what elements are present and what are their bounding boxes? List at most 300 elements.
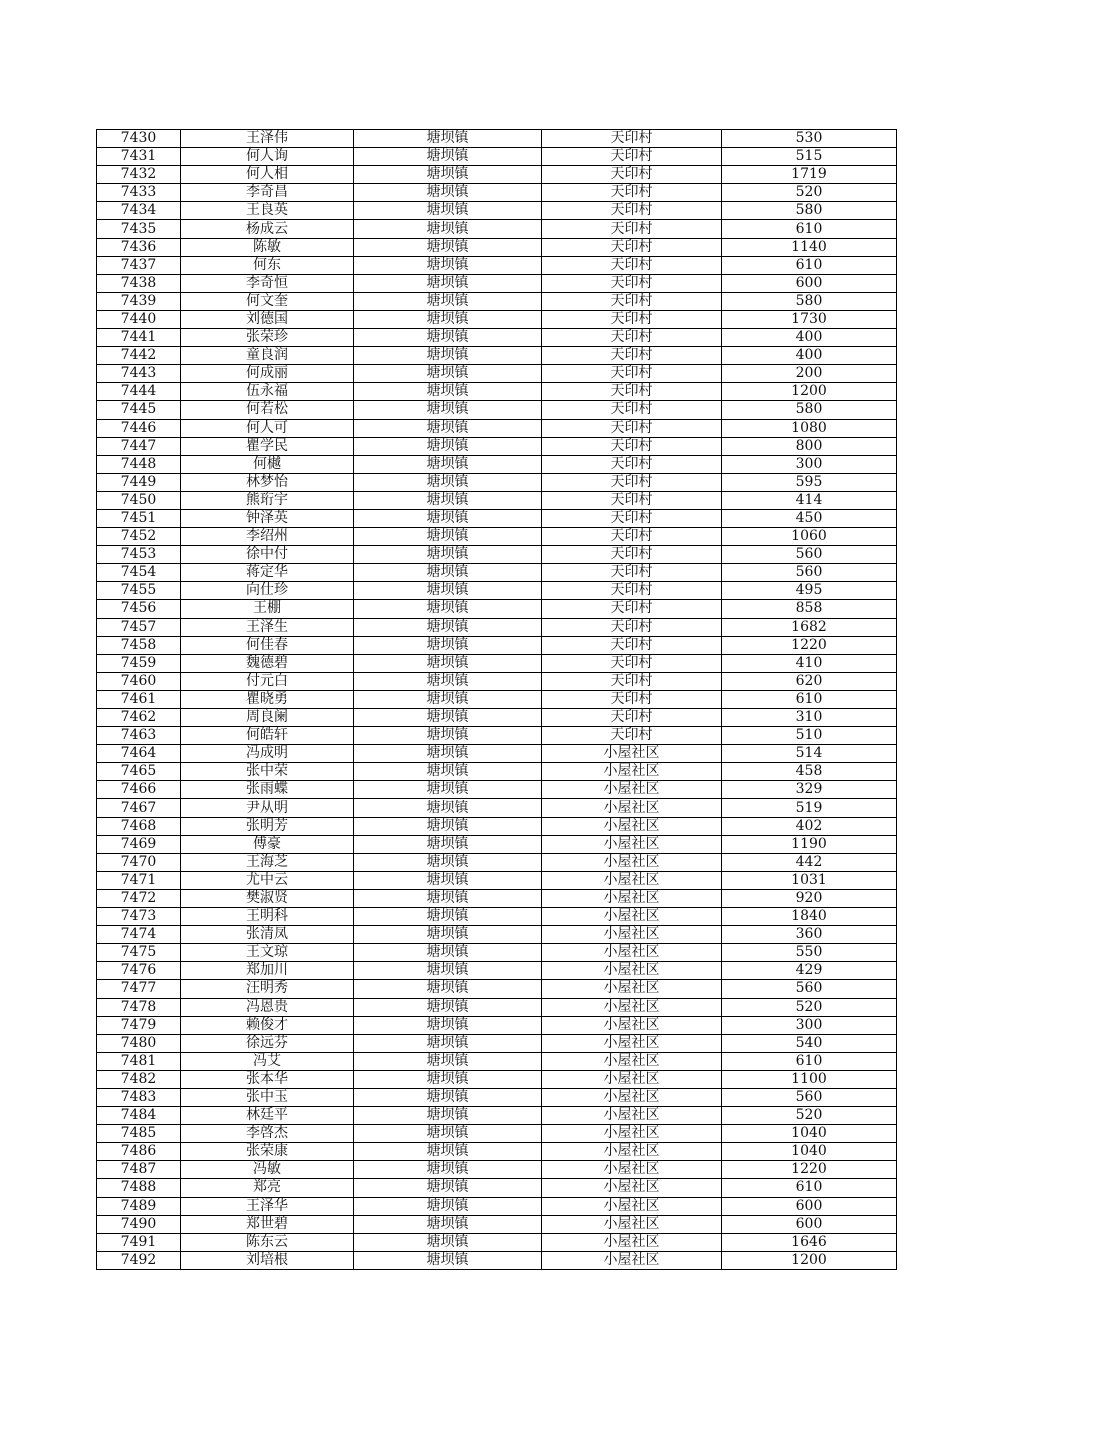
amount-cell: 610 <box>722 220 897 238</box>
person-name-cell: 何成丽 <box>181 365 354 383</box>
town-cell: 塘坝镇 <box>354 944 542 962</box>
village-cell: 小屋社区 <box>542 962 722 980</box>
village-cell: 小屋社区 <box>542 1215 722 1233</box>
row-number-cell: 7476 <box>97 962 181 980</box>
amount-cell: 515 <box>722 148 897 166</box>
row-number-cell: 7477 <box>97 980 181 998</box>
row-number-cell: 7454 <box>97 564 181 582</box>
town-cell: 塘坝镇 <box>354 745 542 763</box>
amount-cell: 620 <box>722 672 897 690</box>
table-row <box>97 546 897 564</box>
row-number-cell: 7490 <box>97 1215 181 1233</box>
town-cell: 塘坝镇 <box>354 564 542 582</box>
table-row <box>97 1143 897 1161</box>
person-name-cell: 李奇昌 <box>181 184 354 202</box>
row-number-cell: 7474 <box>97 926 181 944</box>
table-row <box>97 1233 897 1251</box>
village-cell: 小屋社区 <box>542 926 722 944</box>
person-name-cell: 何若松 <box>181 401 354 419</box>
amount-cell: 610 <box>722 256 897 274</box>
person-name-cell: 李啓杰 <box>181 1125 354 1143</box>
town-cell: 塘坝镇 <box>354 636 542 654</box>
table-row <box>97 799 897 817</box>
amount-cell: 442 <box>722 853 897 871</box>
person-name-cell: 王良英 <box>181 202 354 220</box>
person-name-cell: 陈东云 <box>181 1233 354 1251</box>
amount-cell: 329 <box>722 781 897 799</box>
village-cell: 天印村 <box>542 292 722 310</box>
row-number-cell: 7480 <box>97 1034 181 1052</box>
person-name-cell: 冯恩贵 <box>181 998 354 1016</box>
amount-cell: 800 <box>722 437 897 455</box>
table-body <box>97 130 897 1270</box>
table-row <box>97 383 897 401</box>
row-number-cell: 7445 <box>97 401 181 419</box>
row-number-cell: 7434 <box>97 202 181 220</box>
town-cell: 塘坝镇 <box>354 509 542 527</box>
town-cell: 塘坝镇 <box>354 166 542 184</box>
row-number-cell: 7444 <box>97 383 181 401</box>
row-number-cell: 7432 <box>97 166 181 184</box>
town-cell: 塘坝镇 <box>354 274 542 292</box>
table-row <box>97 600 897 618</box>
row-number-cell: 7433 <box>97 184 181 202</box>
town-cell: 塘坝镇 <box>354 600 542 618</box>
person-name-cell: 尹从明 <box>181 799 354 817</box>
row-number-cell: 7450 <box>97 491 181 509</box>
town-cell: 塘坝镇 <box>354 835 542 853</box>
amount-cell: 610 <box>722 1179 897 1197</box>
amount-cell: 400 <box>722 347 897 365</box>
row-number-cell: 7459 <box>97 654 181 672</box>
person-name-cell: 钟泽英 <box>181 509 354 527</box>
table-row <box>97 130 897 148</box>
table-row <box>97 618 897 636</box>
person-name-cell: 冯敏 <box>181 1161 354 1179</box>
town-cell: 塘坝镇 <box>354 1052 542 1070</box>
row-number-cell: 7488 <box>97 1179 181 1197</box>
table-row <box>97 256 897 274</box>
town-cell: 塘坝镇 <box>354 1034 542 1052</box>
table-row <box>97 926 897 944</box>
table-row <box>97 329 897 347</box>
village-cell: 天印村 <box>542 437 722 455</box>
town-cell: 塘坝镇 <box>354 1179 542 1197</box>
table-row <box>97 274 897 292</box>
town-cell: 塘坝镇 <box>354 763 542 781</box>
town-cell: 塘坝镇 <box>354 908 542 926</box>
amount-cell: 1220 <box>722 636 897 654</box>
amount-cell: 458 <box>722 763 897 781</box>
village-cell: 小屋社区 <box>542 763 722 781</box>
village-cell: 天印村 <box>542 166 722 184</box>
row-number-cell: 7443 <box>97 365 181 383</box>
person-name-cell: 王文琼 <box>181 944 354 962</box>
table-row <box>97 1215 897 1233</box>
town-cell: 塘坝镇 <box>354 781 542 799</box>
village-cell: 天印村 <box>542 202 722 220</box>
town-cell: 塘坝镇 <box>354 256 542 274</box>
row-number-cell: 7458 <box>97 636 181 654</box>
row-number-cell: 7452 <box>97 528 181 546</box>
row-number-cell: 7436 <box>97 238 181 256</box>
village-cell: 小屋社区 <box>542 781 722 799</box>
person-name-cell: 王明科 <box>181 908 354 926</box>
town-cell: 塘坝镇 <box>354 292 542 310</box>
village-cell: 天印村 <box>542 274 722 292</box>
village-cell: 小屋社区 <box>542 1179 722 1197</box>
person-name-cell: 瞿学民 <box>181 437 354 455</box>
amount-cell: 1140 <box>722 238 897 256</box>
amount-cell: 560 <box>722 1088 897 1106</box>
village-cell: 小屋社区 <box>542 1088 722 1106</box>
town-cell: 塘坝镇 <box>354 582 542 600</box>
town-cell: 塘坝镇 <box>354 1197 542 1215</box>
town-cell: 塘坝镇 <box>354 329 542 347</box>
person-name-cell: 向仕珍 <box>181 582 354 600</box>
row-number-cell: 7463 <box>97 727 181 745</box>
person-name-cell: 林梦怡 <box>181 473 354 491</box>
table-row <box>97 871 897 889</box>
amount-cell: 1220 <box>722 1161 897 1179</box>
table-row <box>97 365 897 383</box>
amount-cell: 520 <box>722 184 897 202</box>
amount-cell: 1040 <box>722 1143 897 1161</box>
row-number-cell: 7439 <box>97 292 181 310</box>
town-cell: 塘坝镇 <box>354 1233 542 1251</box>
amount-cell: 200 <box>722 365 897 383</box>
person-name-cell: 张中荣 <box>181 763 354 781</box>
table-row <box>97 528 897 546</box>
town-cell: 塘坝镇 <box>354 998 542 1016</box>
amount-cell: 1646 <box>722 1233 897 1251</box>
village-cell: 天印村 <box>542 491 722 509</box>
table-row <box>97 473 897 491</box>
village-cell: 小屋社区 <box>542 1251 722 1269</box>
town-cell: 塘坝镇 <box>354 401 542 419</box>
person-name-cell: 周良阑 <box>181 709 354 727</box>
person-name-cell: 张本华 <box>181 1070 354 1088</box>
table-row <box>97 148 897 166</box>
person-name-cell: 林廷平 <box>181 1107 354 1125</box>
table-row <box>97 292 897 310</box>
village-cell: 小屋社区 <box>542 1233 722 1251</box>
person-name-cell: 何人相 <box>181 166 354 184</box>
row-number-cell: 7481 <box>97 1052 181 1070</box>
person-name-cell: 王棚 <box>181 600 354 618</box>
amount-cell: 514 <box>722 745 897 763</box>
town-cell: 塘坝镇 <box>354 962 542 980</box>
town-cell: 塘坝镇 <box>354 980 542 998</box>
table-row <box>97 491 897 509</box>
village-cell: 天印村 <box>542 220 722 238</box>
row-number-cell: 7483 <box>97 1088 181 1106</box>
table-row <box>97 401 897 419</box>
table-row <box>97 1161 897 1179</box>
town-cell: 塘坝镇 <box>354 347 542 365</box>
town-cell: 塘坝镇 <box>354 1215 542 1233</box>
town-cell: 塘坝镇 <box>354 889 542 907</box>
row-number-cell: 7464 <box>97 745 181 763</box>
person-name-cell: 何人询 <box>181 148 354 166</box>
table-row <box>97 509 897 527</box>
amount-cell: 550 <box>722 944 897 962</box>
table-row <box>97 908 897 926</box>
person-name-cell: 徐远芬 <box>181 1034 354 1052</box>
person-name-cell: 陈敏 <box>181 238 354 256</box>
amount-cell: 495 <box>722 582 897 600</box>
person-name-cell: 郑亮 <box>181 1179 354 1197</box>
row-number-cell: 7466 <box>97 781 181 799</box>
row-number-cell: 7465 <box>97 763 181 781</box>
village-cell: 天印村 <box>542 130 722 148</box>
row-number-cell: 7449 <box>97 473 181 491</box>
town-cell: 塘坝镇 <box>354 546 542 564</box>
table-row <box>97 980 897 998</box>
person-name-cell: 童良润 <box>181 347 354 365</box>
table-row <box>97 817 897 835</box>
row-number-cell: 7462 <box>97 709 181 727</box>
village-cell: 天印村 <box>542 184 722 202</box>
table-row <box>97 1088 897 1106</box>
village-cell: 小屋社区 <box>542 871 722 889</box>
person-name-cell: 冯成明 <box>181 745 354 763</box>
town-cell: 塘坝镇 <box>354 817 542 835</box>
village-cell: 天印村 <box>542 709 722 727</box>
amount-cell: 540 <box>722 1034 897 1052</box>
town-cell: 塘坝镇 <box>354 690 542 708</box>
amount-cell: 429 <box>722 962 897 980</box>
row-number-cell: 7485 <box>97 1125 181 1143</box>
person-name-cell: 李绍州 <box>181 528 354 546</box>
row-number-cell: 7460 <box>97 672 181 690</box>
person-name-cell: 蒋定华 <box>181 564 354 582</box>
village-cell: 天印村 <box>542 401 722 419</box>
town-cell: 塘坝镇 <box>354 455 542 473</box>
village-cell: 天印村 <box>542 455 722 473</box>
row-number-cell: 7448 <box>97 455 181 473</box>
village-cell: 天印村 <box>542 582 722 600</box>
town-cell: 塘坝镇 <box>354 528 542 546</box>
table-row <box>97 853 897 871</box>
table-row <box>97 944 897 962</box>
table-row <box>97 636 897 654</box>
row-number-cell: 7435 <box>97 220 181 238</box>
village-cell: 天印村 <box>542 238 722 256</box>
amount-cell: 1060 <box>722 528 897 546</box>
village-cell: 小屋社区 <box>542 853 722 871</box>
amount-cell: 595 <box>722 473 897 491</box>
town-cell: 塘坝镇 <box>354 871 542 889</box>
table-row <box>97 835 897 853</box>
person-name-cell: 王泽伟 <box>181 130 354 148</box>
person-name-cell: 徐中付 <box>181 546 354 564</box>
row-number-cell: 7469 <box>97 835 181 853</box>
row-number-cell: 7482 <box>97 1070 181 1088</box>
amount-cell: 560 <box>722 546 897 564</box>
village-cell: 小屋社区 <box>542 889 722 907</box>
village-cell: 天印村 <box>542 419 722 437</box>
row-number-cell: 7456 <box>97 600 181 618</box>
amount-cell: 560 <box>722 564 897 582</box>
amount-cell: 560 <box>722 980 897 998</box>
village-cell: 天印村 <box>542 347 722 365</box>
row-number-cell: 7447 <box>97 437 181 455</box>
table-row <box>97 220 897 238</box>
town-cell: 塘坝镇 <box>354 184 542 202</box>
row-number-cell: 7446 <box>97 419 181 437</box>
person-name-cell: 刘德国 <box>181 310 354 328</box>
table-row <box>97 238 897 256</box>
village-cell: 小屋社区 <box>542 1125 722 1143</box>
amount-cell: 402 <box>722 817 897 835</box>
row-number-cell: 7430 <box>97 130 181 148</box>
row-number-cell: 7487 <box>97 1161 181 1179</box>
row-number-cell: 7489 <box>97 1197 181 1215</box>
table-row <box>97 690 897 708</box>
table-row <box>97 998 897 1016</box>
person-name-cell: 赖俊才 <box>181 1016 354 1034</box>
town-cell: 塘坝镇 <box>354 1107 542 1125</box>
table-row <box>97 310 897 328</box>
town-cell: 塘坝镇 <box>354 383 542 401</box>
amount-cell: 580 <box>722 292 897 310</box>
amount-cell: 400 <box>722 329 897 347</box>
person-name-cell: 王泽华 <box>181 1197 354 1215</box>
person-name-cell: 付元白 <box>181 672 354 690</box>
person-name-cell: 张明芳 <box>181 817 354 835</box>
town-cell: 塘坝镇 <box>354 1125 542 1143</box>
village-cell: 天印村 <box>542 528 722 546</box>
town-cell: 塘坝镇 <box>354 654 542 672</box>
town-cell: 塘坝镇 <box>354 365 542 383</box>
village-cell: 天印村 <box>542 329 722 347</box>
table-row <box>97 654 897 672</box>
village-cell: 天印村 <box>542 546 722 564</box>
village-cell: 天印村 <box>542 672 722 690</box>
person-name-cell: 伍永福 <box>181 383 354 401</box>
amount-cell: 310 <box>722 709 897 727</box>
row-number-cell: 7486 <box>97 1143 181 1161</box>
row-number-cell: 7457 <box>97 618 181 636</box>
person-name-cell: 瞿晓勇 <box>181 690 354 708</box>
amount-cell: 600 <box>722 1197 897 1215</box>
village-cell: 天印村 <box>542 365 722 383</box>
row-number-cell: 7438 <box>97 274 181 292</box>
town-cell: 塘坝镇 <box>354 437 542 455</box>
village-cell: 小屋社区 <box>542 817 722 835</box>
town-cell: 塘坝镇 <box>354 148 542 166</box>
amount-cell: 600 <box>722 1215 897 1233</box>
amount-cell: 610 <box>722 1052 897 1070</box>
town-cell: 塘坝镇 <box>354 727 542 745</box>
village-cell: 小屋社区 <box>542 944 722 962</box>
table-row <box>97 962 897 980</box>
row-number-cell: 7437 <box>97 256 181 274</box>
person-name-cell: 樊淑贤 <box>181 889 354 907</box>
amount-cell: 1080 <box>722 419 897 437</box>
table-row <box>97 1125 897 1143</box>
person-name-cell: 何文奎 <box>181 292 354 310</box>
village-cell: 天印村 <box>542 618 722 636</box>
person-name-cell: 王泽生 <box>181 618 354 636</box>
data-table <box>96 129 897 1270</box>
row-number-cell: 7441 <box>97 329 181 347</box>
table-row <box>97 582 897 600</box>
person-name-cell: 何佳春 <box>181 636 354 654</box>
amount-cell: 520 <box>722 1107 897 1125</box>
town-cell: 塘坝镇 <box>354 310 542 328</box>
amount-cell: 530 <box>722 130 897 148</box>
person-name-cell: 李奇恒 <box>181 274 354 292</box>
row-number-cell: 7470 <box>97 853 181 871</box>
table-row <box>97 455 897 473</box>
town-cell: 塘坝镇 <box>354 1161 542 1179</box>
table-row <box>97 184 897 202</box>
amount-cell: 858 <box>722 600 897 618</box>
person-name-cell: 何樾 <box>181 455 354 473</box>
town-cell: 塘坝镇 <box>354 853 542 871</box>
row-number-cell: 7461 <box>97 690 181 708</box>
amount-cell: 1040 <box>722 1125 897 1143</box>
amount-cell: 410 <box>722 654 897 672</box>
person-name-cell: 冯艾 <box>181 1052 354 1070</box>
row-number-cell: 7484 <box>97 1107 181 1125</box>
amount-cell: 1100 <box>722 1070 897 1088</box>
amount-cell: 1190 <box>722 835 897 853</box>
town-cell: 塘坝镇 <box>354 672 542 690</box>
table-row <box>97 727 897 745</box>
row-number-cell: 7453 <box>97 546 181 564</box>
amount-cell: 520 <box>722 998 897 1016</box>
amount-cell: 1200 <box>722 383 897 401</box>
amount-cell: 450 <box>722 509 897 527</box>
town-cell: 塘坝镇 <box>354 130 542 148</box>
table-row <box>97 1034 897 1052</box>
person-name-cell: 傅豪 <box>181 835 354 853</box>
village-cell: 小屋社区 <box>542 1052 722 1070</box>
row-number-cell: 7491 <box>97 1233 181 1251</box>
village-cell: 天印村 <box>542 473 722 491</box>
village-cell: 天印村 <box>542 690 722 708</box>
amount-cell: 610 <box>722 690 897 708</box>
row-number-cell: 7440 <box>97 310 181 328</box>
village-cell: 小屋社区 <box>542 1070 722 1088</box>
amount-cell: 580 <box>722 401 897 419</box>
village-cell: 小屋社区 <box>542 1034 722 1052</box>
village-cell: 小屋社区 <box>542 835 722 853</box>
table-row <box>97 1070 897 1088</box>
person-name-cell: 张雨蝶 <box>181 781 354 799</box>
town-cell: 塘坝镇 <box>354 926 542 944</box>
table-row <box>97 781 897 799</box>
village-cell: 天印村 <box>542 600 722 618</box>
person-name-cell: 何人可 <box>181 419 354 437</box>
town-cell: 塘坝镇 <box>354 1016 542 1034</box>
table-row <box>97 745 897 763</box>
town-cell: 塘坝镇 <box>354 618 542 636</box>
village-cell: 小屋社区 <box>542 998 722 1016</box>
village-cell: 小屋社区 <box>542 1161 722 1179</box>
amount-cell: 519 <box>722 799 897 817</box>
town-cell: 塘坝镇 <box>354 202 542 220</box>
village-cell: 天印村 <box>542 727 722 745</box>
table-row <box>97 1251 897 1269</box>
village-cell: 小屋社区 <box>542 1197 722 1215</box>
village-cell: 小屋社区 <box>542 1107 722 1125</box>
table-row <box>97 889 897 907</box>
amount-cell: 510 <box>722 727 897 745</box>
